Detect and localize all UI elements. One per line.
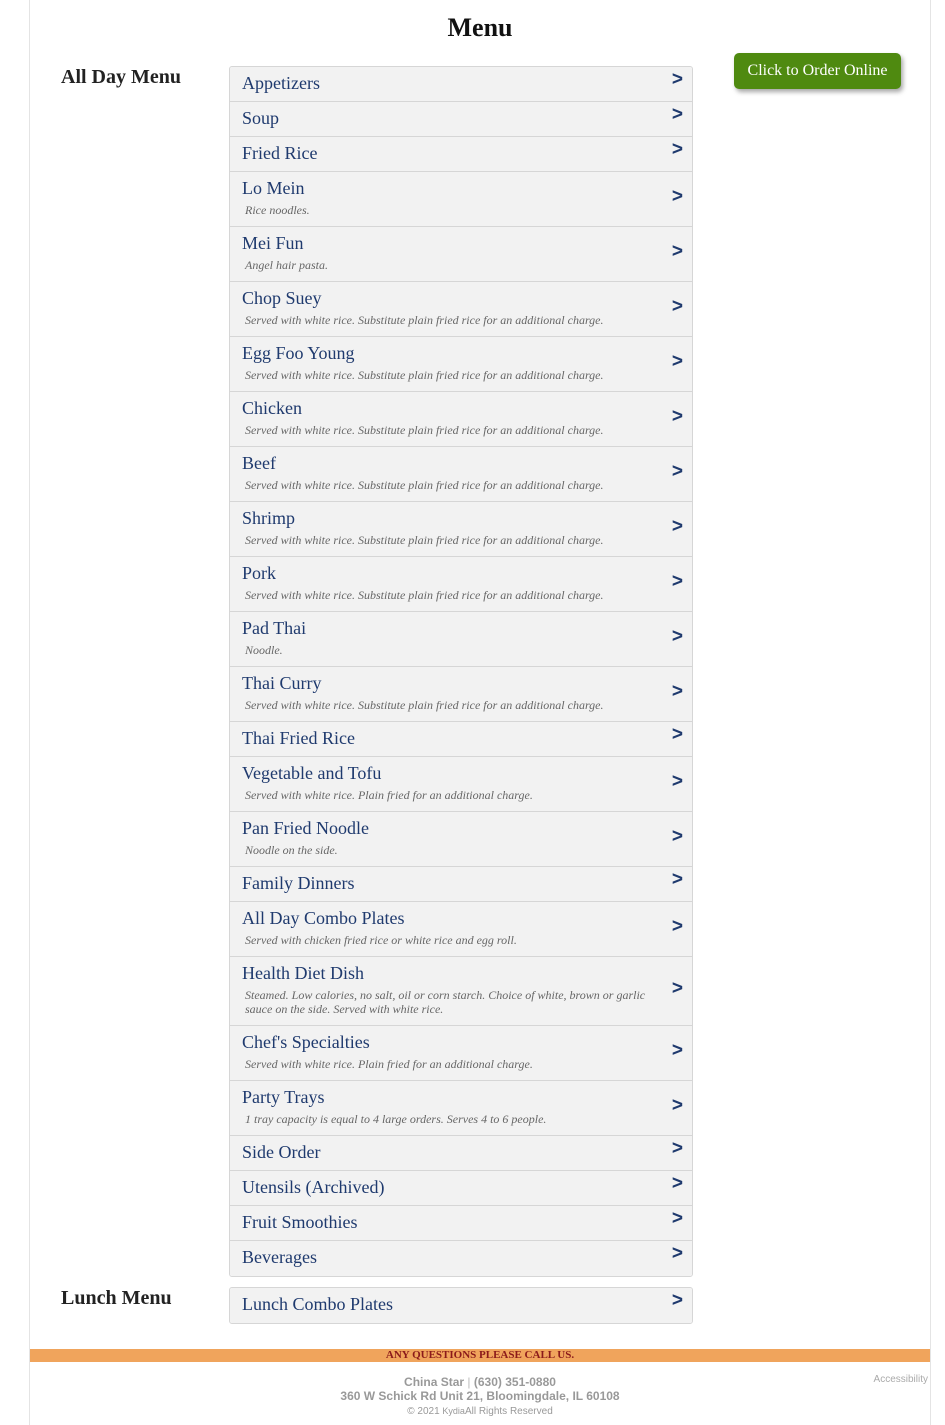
menu-category-name: Beverages [242,1247,317,1267]
phone-link[interactable]: (630) 351-0880 [473,1375,556,1389]
menu-category-beverages[interactable] [230,1241,692,1276]
menu-category-name: Fried Rice [242,143,318,163]
footer-separator: | [467,1375,471,1389]
chevron-right-icon: > [671,1243,683,1264]
menu-category-appetizers[interactable] [230,67,692,102]
chevron-right-icon: > [671,406,683,428]
menu-category-name: Lo Mein [242,178,305,198]
menu-category-description: Served with white rice. Substitute plain fried rice for an additional charge. [245,588,604,602]
chevron-right-icon: > [671,978,683,1000]
menu-category-chop-suey[interactable] [230,282,692,337]
menu-category-description: Served with white rice. Substitute plain fried rice for an additional charge. [245,368,604,382]
all-day-menu-heading: All Day Menu [61,66,181,88]
menu-category-name: Mei Fun [242,233,304,253]
chevron-right-icon: > [671,1095,683,1117]
chevron-right-icon: > [671,724,683,745]
menu-category-name: Pork [242,563,277,583]
menu-category-fried-rice[interactable] [230,137,692,172]
menu-category-description: Served with white rice. Substitute plain fried rice for an additional charge. [245,533,604,547]
menu-category-mei-fun[interactable] [230,227,692,282]
menu-category-all-day-combo-plates[interactable] [230,902,692,957]
menu-category-name: Beef [242,453,276,473]
chevron-right-icon: > [671,826,683,848]
chevron-right-icon: > [671,186,683,208]
menu-category-description: Served with white rice. Substitute plain fried rice for an additional charge. [245,698,604,712]
menu-category-description: Noodle. [245,643,283,657]
menu-category-pad-thai[interactable] [230,612,692,667]
copyright-text: © 2021 [407,1406,440,1417]
chevron-right-icon: > [671,351,683,373]
menu-category-shrimp[interactable] [230,502,692,557]
menu-category-name: Thai Fried Rice [242,728,355,748]
lunch-menu-heading: Lunch Menu [61,1287,172,1309]
menu-category-name: Vegetable and Tofu [242,763,382,783]
chevron-right-icon: > [671,1040,683,1062]
chevron-right-icon: > [671,1208,683,1229]
menu-category-beef[interactable] [230,447,692,502]
menu-category-vegetable-and-tofu[interactable] [230,757,692,812]
chevron-right-icon: > [671,461,683,483]
business-address: 360 W Schick Rd Unit 21, Bloomingdale, IL 60108 [340,1389,620,1403]
chevron-right-icon: > [671,1138,683,1159]
menu-category-description: Served with white rice. Plain fried for an additional charge. [245,788,533,802]
kydia-link[interactable]: Kydia [442,1406,465,1416]
chevron-right-icon: > [671,869,683,890]
chevron-right-icon: > [671,681,683,703]
lunch-menu-list [229,1287,693,1324]
menu-category-name: Lunch Combo Plates [242,1294,393,1314]
menu-category-party-trays[interactable] [230,1081,692,1136]
chevron-right-icon: > [671,241,683,263]
menu-category-name: Utensils (Archived) [242,1177,385,1197]
chevron-right-icon: > [671,626,683,648]
menu-category-family-dinners[interactable] [230,867,692,902]
menu-category-name: Family Dinners [242,873,355,893]
menu-category-thai-fried-rice[interactable] [230,722,692,757]
menu-category-description: Served with white rice. Substitute plain fried rice for an additional charge. [245,423,604,437]
page-container [29,0,931,1425]
menu-category-lo-mein[interactable] [230,172,692,227]
chevron-right-icon: > [671,771,683,793]
menu-category-description: Served with white rice. Plain fried for an additional charge. [245,1057,533,1071]
menu-category-side-order[interactable] [230,1136,692,1171]
chevron-right-icon: > [671,571,683,593]
chevron-right-icon: > [671,69,683,90]
menu-category-name: Soup [242,108,280,128]
menu-category-soup[interactable] [230,102,692,137]
rights-text: All Rights Reserved [464,1406,553,1417]
menu-category-chicken[interactable] [230,392,692,447]
accessibility-link[interactable]: Accessibility [873,1374,928,1385]
menu-category-name: Shrimp [242,508,296,528]
chevron-right-icon: > [671,296,683,318]
business-name: China Star [404,1375,465,1389]
menu-category-name: Chef's Specialties [242,1032,370,1052]
menu-category-description: 1 tray capacity is equal to 4 large orders. Serves 4 to 6 people. [245,1112,547,1126]
menu-category-egg-foo-young[interactable] [230,337,692,392]
menu-category-pan-fried-noodle[interactable] [230,812,692,867]
menu-category-description: Angel hair pasta. [245,258,328,272]
footer [30,1375,930,1419]
menu-category-name: Chicken [242,398,302,418]
menu-category-name: Pad Thai [242,618,307,638]
menu-category-chef-s-specialties[interactable] [230,1026,692,1081]
menu-category-health-diet-dish[interactable] [230,957,692,1026]
menu-category-fruit-smoothies[interactable] [230,1206,692,1241]
chevron-right-icon: > [671,1173,683,1194]
all-day-menu-list [229,66,693,1277]
menu-category-description: Steamed. Low calories, no salt, oil or corn starch. Choice of white, brown or garlic sauce on the side. Served with white rice. [245,988,646,1016]
order-online-button[interactable]: Click to Order Online [734,53,901,89]
chevron-right-icon: > [671,916,683,938]
chevron-right-icon: > [671,1290,683,1311]
menu-category-name: Health Diet Dish [242,963,364,983]
menu-category-name: Fruit Smoothies [242,1212,358,1232]
menu-category-description: Noodle on the side. [245,843,338,857]
menu-category-name: Party Trays [242,1087,325,1107]
questions-notice-bar: ANY QUESTIONS PLEASE CALL US. [30,1349,930,1362]
menu-category-thai-curry[interactable] [230,667,692,722]
page-title: Menu [447,13,513,42]
menu-category-description: Served with chicken fried rice or white rice and egg roll. [245,933,517,947]
menu-category-name: Chop Suey [242,288,322,308]
menu-category-description: Served with white rice. Substitute plain fried rice for an additional charge. [245,478,604,492]
menu-category-name: Pan Fried Noodle [242,818,369,838]
menu-category-name: All Day Combo Plates [242,908,405,928]
menu-category-pork[interactable] [230,557,692,612]
chevron-right-icon: > [671,516,683,538]
menu-category-name: Thai Curry [242,673,322,693]
menu-category-name: Side Order [242,1142,321,1162]
menu-category-lunch-combo-plates[interactable] [230,1288,692,1323]
chevron-right-icon: > [671,104,683,125]
menu-category-description: Served with white rice. Substitute plain fried rice for an additional charge. [245,313,604,327]
menu-category-description: Rice noodles. [245,203,310,217]
menu-category-name: Appetizers [242,73,320,93]
menu-category-name: Egg Foo Young [242,343,355,363]
chevron-right-icon: > [671,139,683,160]
menu-category-utensils-archived[interactable] [230,1171,692,1206]
